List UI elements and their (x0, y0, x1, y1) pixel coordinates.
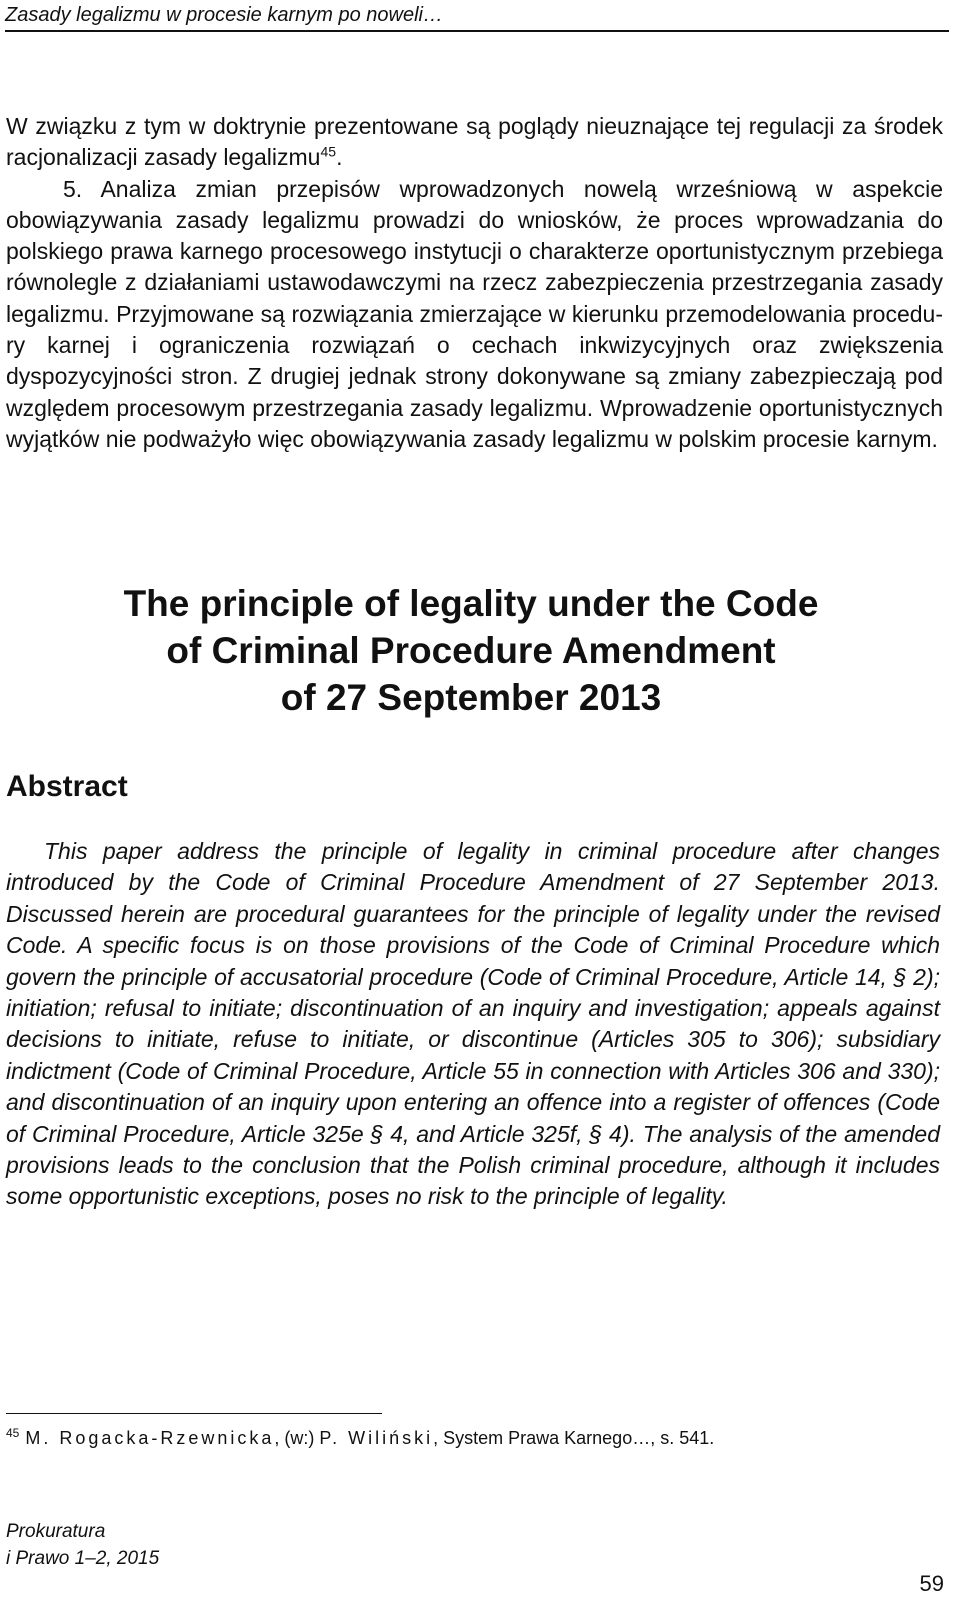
footer-journal-line-2: i Prawo 1–2, 2015 (6, 1548, 160, 1569)
header-rule (5, 30, 949, 32)
footnote-author-1: M. Rogacka-Rzewnicka (25, 1428, 275, 1448)
english-title-line-3: of 27 September 2013 (280, 677, 662, 718)
abstract-paragraph: This paper address the principle of legality in criminal procedure after changes introduced by the Code of Criminal Procedure Amendment of 27 September 2013. Discussed herein are procedural guarantees for the principle of legality under the revised Code. A specific focus is on those provisions of the Code of Criminal Procedure which govern the principle of accusatorial procedure (Code of Criminal Procedure, Article 14, § 2); initiation; refusal to initiate; discontinuation of an inquiry and investigation; appeals against decisions to initiate, refuse to initiate, or discontinue (Articles 305 to 306); subsidiary indictment (Code of Criminal Procedure, Article 55 in connection with Articles 306 and 330); and discontinuation of an inquiry upon entering an offence into a register of offences (Code of Criminal Procedure, Article 325e § 4, and Article 325f, § 4). The analysis of the amended provisions leads to the conclusion that the Polish criminal procedure, although it includes some opportunistic exceptions, poses no risk to the principle of legality. (6, 838, 940, 1210)
footnote-middle: , (w:) (274, 1428, 320, 1448)
footnote (6, 1425, 940, 1451)
footer-journal (6, 1518, 159, 1572)
footer-journal-line-1: Prokuratura (6, 1521, 106, 1542)
body-paragraph-1-text: W związku z tym w doktrynie prezentowane są poglądy nieuznające tej regulacji za środek racjonalizacji zasady legalizmu (6, 113, 943, 171)
english-title-line-2: of Criminal Procedure Amendment (166, 630, 776, 671)
footnote-rest: , System Prawa Karnego…, s. 541. (433, 1428, 715, 1448)
body-paragraph-2: 5. Analiza zmian przepisów wprowadzonych nowelą wrześniową w aspekcie obowiązywania zasady legalizmu prowadzi do wniosków, że proces wprowadzania do polskiego prawa karnego procesowego instytucji o charakterze oportunistycznym przebiega równolegle z działaniami ustawodawczymi na rzecz zabezpieczenia przestrzegania zasady legalizmu. Przyjmowane są rozwiązania zmierzające w kierunku przemodelowania procedury karnej i ograniczenia rozwiązań o cechach inkwizycyjnych oraz zwiększenia dyspozycyjności stron. Z drugiej jednak strony dokonywane są zmiany zabezpieczają pod względem procesowym przestrzegania zasady legalizmu. Wprowadzenie oportunistycznych wyjątków nie podważyło więc obowiązywania zasady legalizmu w polskim procesie karnym. (6, 175, 943, 452)
footnote-author-2: P. Wiliński (319, 1428, 434, 1448)
footnote-reference: 45 (320, 143, 337, 160)
english-title (60, 580, 882, 721)
body-paragraph-1 (6, 111, 943, 174)
abstract-heading: Abstract (6, 770, 128, 803)
body-paragraph-1-end: . (336, 144, 343, 171)
body-text (6, 111, 943, 455)
page-number: 59 (919, 1571, 944, 1596)
footnote-number: 45 (6, 1426, 20, 1440)
abstract-text (6, 836, 940, 1213)
footnote-rule (6, 1413, 382, 1414)
english-title-line-1: The principle of legality under the Code (123, 583, 819, 624)
running-header: Zasady legalizmu w procesie karnym po noweli… (5, 4, 443, 26)
